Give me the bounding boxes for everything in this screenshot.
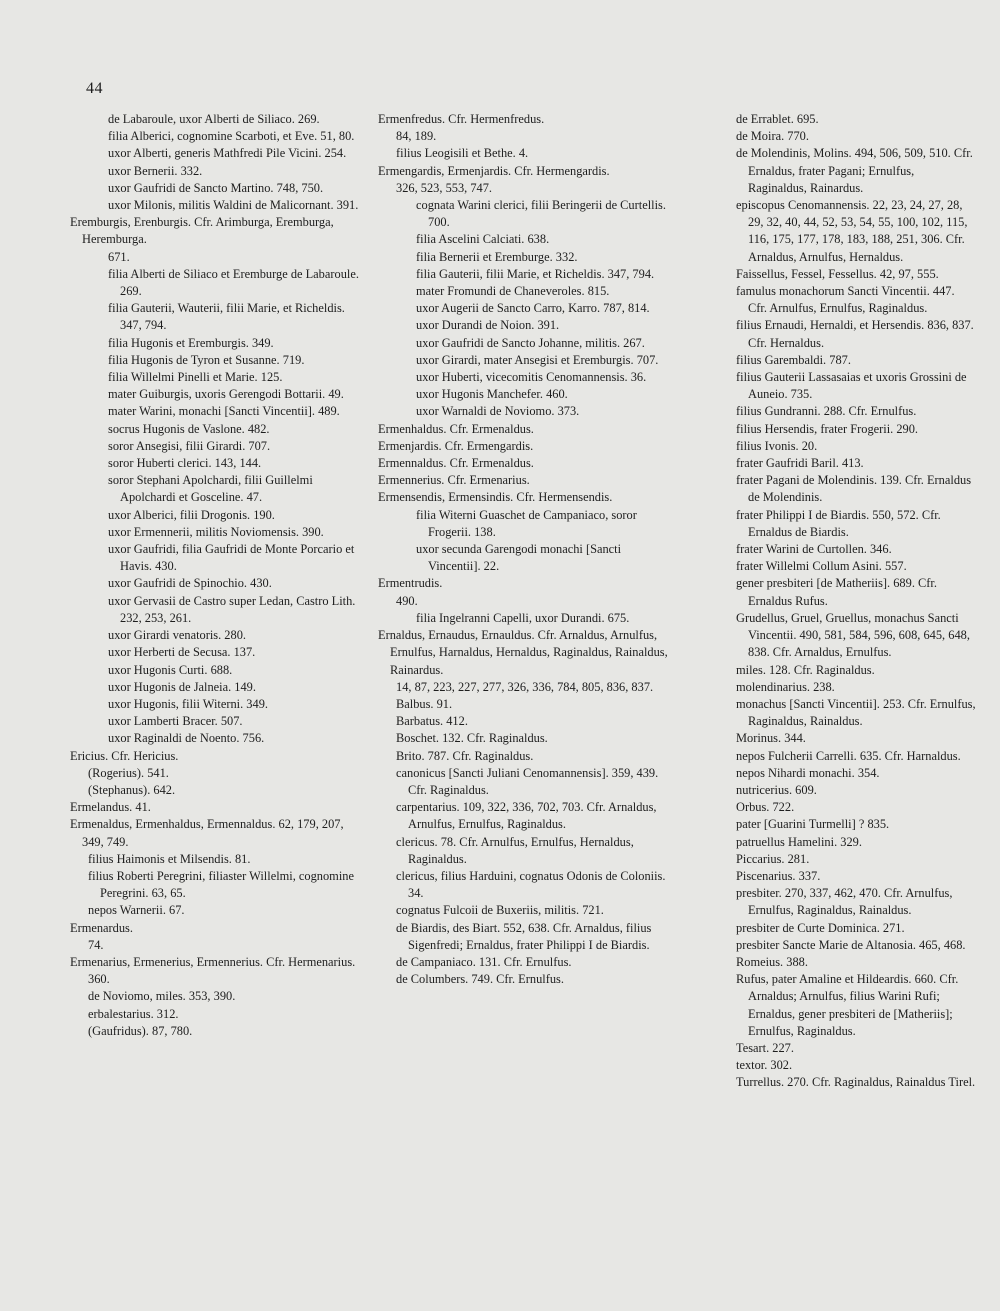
index-subentry: patruellus Hamelini. 329.	[736, 834, 862, 849]
index-subentry: nutricerius. 609.	[736, 782, 817, 797]
index-subentry: clericus. 78. Cfr. Arnulfus, Ernulfus, Hernaldus, Raginaldus.	[396, 834, 634, 866]
index-subentry: mater Guiburgis, uxoris Gerengodi Bottarii. 49.	[108, 387, 344, 402]
page-number: 44	[86, 80, 103, 97]
index-subentry: filia Witerni Guaschet de Campaniaco, soror Frogerii. 138.	[416, 507, 637, 539]
index-subentry: de Noviomo, miles. 353, 390.	[88, 989, 236, 1004]
index-subentry: presbiter. 270, 337, 462, 470. Cfr. Arnulfus, Ernulfus, Raginaldus, Rainaldus.	[736, 886, 953, 918]
index-subentry: filius Ivonis. 20.	[736, 438, 818, 453]
index-subentry: uxor Warnaldi de Noviomo. 373.	[416, 404, 580, 419]
index-subentry: 74.	[88, 937, 104, 952]
index-subentry: Tesart. 227.	[736, 1040, 794, 1055]
index-headword-entry: Ermengardis, Ermenjardis. Cfr. Hermengardis.	[378, 163, 610, 178]
index-subentry: Rufus, pater Amaline et Hildeardis. 660. Cfr. Arnaldus; Arnulfus, filius Warini Rufi; Ernaldus, gener presbiteri de [Matheriis]; Ernulfus, Raginaldus.	[736, 972, 959, 1038]
index-subentry: soror Ansegisi, filii Girardi. 707.	[108, 438, 271, 453]
index-subentry: de Campaniaco. 131. Cfr. Ernulfus.	[396, 954, 572, 969]
index-subentry: presbiter de Curte Dominica. 271.	[736, 920, 905, 935]
index-subentry: de Biardis, des Biart. 552, 638. Cfr. Arnaldus, filius Sigenfredi; Ernaldus, frater Philippi I de Biardis.	[396, 920, 652, 952]
index-subentry: uxor Gervasii de Castro super Ledan, Castro Lith. 232, 253, 261.	[108, 593, 356, 625]
index-headword-entry: Ermenaldus, Ermenhaldus, Ermennaldus. 62, 179, 207, 349, 749.	[70, 817, 344, 849]
index-subentry: canonicus [Sancti Juliani Cenomannensis]. 359, 439. Cfr. Raginaldus.	[396, 765, 659, 797]
index-subentry: clericus, filius Harduini, cognatus Odonis de Coloniis. 34.	[396, 868, 666, 901]
index-subentry: Turrellus. 270. Cfr. Raginaldus, Rainaldus Tirel.	[736, 1075, 976, 1090]
index-subentry: filius Haimonis et Milsendis. 81.	[88, 851, 251, 866]
index-subentry: uxor Hugonis Manchefer. 460.	[416, 387, 568, 402]
index-subentry: episcopus Cenomannensis. 22, 23, 24, 27, 28, 29, 32, 40, 44, 52, 53, 54, 55, 100, 102, 115, 116, 175, 177, 178, 183, 188, 251, 306. Cfr. Arnaldus, Arnulfus, Hernaldus.	[736, 198, 968, 264]
index-subentry: de Molendinis, Molins. 494, 506, 509, 510. Cfr. Ernaldus, frater Pagani; Ernulfus, Raginaldus, Rainardus.	[736, 146, 973, 195]
index-subentry: 360.	[88, 972, 110, 987]
index-subentry: filia Bernerii et Eremburge. 332.	[416, 249, 578, 264]
index-subentry: filia Alberici, cognomine Scarboti, et Eve. 51, 80.	[108, 129, 355, 144]
index-subentry: filius Garembaldi. 787.	[736, 352, 851, 367]
index-subentry: uxor Gaufridi de Spinochio. 430.	[108, 576, 272, 591]
index-column-1	[70, 111, 360, 1040]
index-subentry: uxor Milonis, militis Waldini de Malicornant. 391.	[108, 198, 359, 213]
index-headword-entry: Ermelandus. 41.	[70, 800, 151, 815]
index-subentry: uxor Hugonis Curti. 688.	[108, 662, 233, 677]
index-headword-entry: Ermentrudis.	[378, 576, 443, 591]
index-subentry: 326, 523, 553, 747.	[396, 180, 493, 195]
index-subentry: carpentarius. 109, 322, 336, 702, 703. Cfr. Arnaldus, Arnulfus, Ernulfus, Raginaldus.	[396, 800, 657, 832]
index-subentry: uxor Huberti, vicecomitis Cenomannensis. 36.	[416, 370, 647, 385]
index-subentry: uxor Lamberti Bracer. 507.	[108, 714, 243, 729]
index-headword-entry: Ernaldus, Ernaudus, Ernauldus. Cfr. Arnaldus, Arnulfus, Ernulfus, Harnaldus, Hernaldus, Raginaldus, Rainaldus, Rainardus.	[378, 628, 668, 677]
index-subentry: famulus monachorum Sancti Vincentii. 447. Cfr. Arnulfus, Ernulfus, Raginaldus.	[736, 284, 955, 316]
index-subentry: nepos Warnerii. 67.	[88, 903, 185, 918]
index-headword-entry: Eremburgis, Erenburgis. Cfr. Arimburga, Eremburga, Heremburga.	[70, 215, 334, 247]
index-subentry: uxor Gaufridi de Sancto Johanne, militis. 267.	[416, 335, 645, 350]
index-column-3	[718, 111, 976, 1092]
index-subentry: mater Warini, monachi [Sancti Vincentii]. 489.	[108, 404, 340, 419]
index-subentry: filius Roberti Peregrini, filiaster Willelmi, cognomine Peregrini. 63, 65.	[88, 868, 354, 901]
index-headword-entry: Ermennerius. Cfr. Ermenarius.	[378, 473, 530, 488]
index-subentry: frater Warini de Curtollen. 346.	[736, 542, 892, 557]
index-headword-entry: Ermenfredus. Cfr. Hermenfredus.	[378, 112, 545, 126]
index-subentry: Piscenarius. 337.	[736, 868, 821, 883]
index-subentry: uxor Herberti de Secusa. 137.	[108, 645, 256, 660]
index-subentry: mater Fromundi de Chaneveroles. 815.	[416, 284, 610, 299]
index-subentry: Morinus. 344.	[736, 731, 806, 746]
index-subentry: uxor Hugonis de Jalneia. 149.	[108, 679, 256, 694]
index-subentry: uxor Girardi, mater Ansegisi et Eremburgis. 707.	[416, 352, 659, 367]
index-subentry: Grudellus, Gruel, Gruellus, monachus Sancti Vincentii. 490, 581, 584, 596, 608, 645, 648, 838. Cfr. Arnaldus, Ernulfus.	[736, 610, 970, 660]
index-subentry: uxor Bernerii. 332.	[108, 163, 203, 178]
index-subentry: filia Gauterii, Wauterii, filii Marie, et Richeldis. 347, 794.	[108, 301, 345, 333]
index-subentry: cognata Warini clerici, filii Beringerii de Curtellis. 700.	[416, 198, 666, 230]
index-headword-entry: Ermennaldus. Cfr. Ermenaldus.	[378, 456, 534, 471]
index-subentry: soror Huberti clerici. 143, 144.	[108, 456, 262, 471]
index-subentry: molendinarius. 238.	[736, 679, 835, 694]
index-subentry: filia Ingelranni Capelli, uxor Durandi. 675.	[416, 610, 630, 625]
index-subentry: frater Gaufridi Baril. 413.	[736, 456, 864, 471]
index-subentry: (Stephanus). 642.	[88, 782, 176, 797]
index-column-2	[378, 111, 668, 988]
index-subentry: filia Willelmi Pinelli et Marie. 125.	[108, 370, 283, 385]
index-subentry: Faissellus, Fessel, Fessellus. 42, 97, 555.	[736, 266, 939, 281]
index-subentry: Romeius. 388.	[736, 954, 808, 969]
index-subentry: 671.	[108, 249, 130, 264]
index-subentry: 490.	[396, 593, 418, 608]
index-subentry: miles. 128. Cfr. Raginaldus.	[736, 662, 875, 677]
index-subentry: uxor Gaufridi, filia Gaufridi de Monte Porcario et Havis. 430.	[108, 542, 355, 574]
index-headword-entry: Ermenardus.	[70, 920, 133, 935]
index-subentry: (Rogerius). 541.	[88, 765, 169, 780]
index-subentry: gener presbiteri [de Matheriis]. 689. Cfr. Ernaldus Rufus.	[736, 576, 937, 608]
index-subentry: filius Gauterii Lassasaias et uxoris Grossini de Auneio. 735.	[736, 370, 967, 402]
index-subentry: frater Willelmi Collum Asini. 557.	[736, 559, 907, 574]
index-subentry: monachus [Sancti Vincentii]. 253. Cfr. Ernulfus, Raginaldus, Rainaldus.	[736, 696, 976, 729]
index-headword-entry: Ermenhaldus. Cfr. Ermenaldus.	[378, 421, 534, 436]
index-headword-entry: Ermenarius, Ermenerius, Ermennerius. Cfr. Hermenarius.	[70, 954, 356, 969]
index-subentry: frater Pagani de Molendinis. 139. Cfr. Ernaldus de Molendinis.	[736, 473, 972, 505]
index-headword-entry: Ericius. Cfr. Hericius.	[70, 748, 179, 763]
index-subentry: filia Ascelini Calciati. 638.	[416, 232, 550, 247]
index-subentry: socrus Hugonis de Vaslone. 482.	[108, 421, 270, 436]
index-subentry: uxor Ermennerii, militis Noviomensis. 390.	[108, 524, 324, 539]
index-subentry: Orbus. 722.	[736, 800, 795, 815]
index-subentry: Balbus. 91.	[396, 696, 453, 711]
index-subentry: uxor Girardi venatoris. 280.	[108, 628, 246, 643]
index-subentry: erbalestarius. 312.	[88, 1006, 179, 1021]
index-subentry: uxor Durandi de Noion. 391.	[416, 318, 560, 333]
index-subentry: 14, 87, 223, 227, 277, 326, 336, 784, 805, 836, 837.	[396, 679, 654, 694]
index-subentry: uxor Augerii de Sancto Carro, Karro. 787, 814.	[416, 301, 650, 316]
index-subentry: Boschet. 132. Cfr. Raginaldus.	[396, 731, 548, 746]
index-subentry: nepos Fulcherii Carrelli. 635. Cfr. Harnaldus.	[736, 748, 961, 763]
index-subentry: filia Gauterii, filii Marie, et Richeldis. 347, 794.	[416, 266, 655, 281]
index-subentry: de Moira. 770.	[736, 129, 809, 144]
index-subentry: nepos Nihardi monachi. 354.	[736, 765, 880, 780]
index-subentry: uxor secunda Garengodi monachi [Sancti Vincentii]. 22.	[416, 542, 622, 574]
index-subentry: Piccarius. 281.	[736, 851, 810, 866]
index-subentry: uxor Gaufridi de Sancto Martino. 748, 750.	[108, 180, 324, 195]
index-subentry: filius Gundranni. 288. Cfr. Ernulfus.	[736, 404, 917, 419]
index-subentry: (Gaufridus). 87, 780.	[88, 1023, 193, 1038]
index-subentry: filius Ernaudi, Hernaldi, et Hersendis. 836, 837. Cfr. Hernaldus.	[736, 318, 974, 350]
index-headword-entry: Ermensendis, Ermensindis. Cfr. Hermensendis.	[378, 490, 613, 505]
index-subentry: filia Alberti de Siliaco et Eremburge de Labaroule. 269.	[108, 266, 359, 299]
index-subentry: uxor Hugonis, filii Witerni. 349.	[108, 696, 268, 711]
index-subentry: frater Philippi I de Biardis. 550, 572. Cfr. Ernaldus de Biardis.	[736, 507, 941, 539]
index-subentry: de Labaroule, uxor Alberti de Siliaco. 269.	[108, 112, 320, 126]
index-subentry: filius Leogisili et Bethe. 4.	[396, 146, 529, 161]
index-subentry: de Errablet. 695.	[736, 112, 819, 126]
index-subentry: pater [Guarini Turmelli] ? 835.	[736, 817, 890, 832]
index-subentry: filia Hugonis de Tyron et Susanne. 719.	[108, 352, 305, 367]
index-subentry: Brito. 787. Cfr. Raginaldus.	[396, 748, 534, 763]
index-subentry: Barbatus. 412.	[396, 714, 468, 729]
index-subentry: filius Hersendis, frater Frogerii. 290.	[736, 421, 919, 436]
index-subentry: 84, 189.	[396, 129, 437, 144]
index-subentry: soror Stephani Apolchardi, filii Guillelmi Apolchardi et Gosceline. 47.	[108, 473, 313, 505]
index-subentry: textor. 302.	[736, 1058, 793, 1073]
index-subentry: de Columbers. 749. Cfr. Ernulfus.	[396, 972, 564, 987]
index-subentry: uxor Raginaldi de Noento. 756.	[108, 731, 265, 746]
index-headword-entry: Ermenjardis. Cfr. Ermengardis.	[378, 438, 534, 453]
index-subentry: uxor Alberti, generis Mathfredi Pile Vicini. 254.	[108, 146, 347, 161]
index-subentry: cognatus Fulcoii de Buxeriis, militis. 721.	[396, 903, 604, 918]
index-subentry: uxor Alberici, filii Drogonis. 190.	[108, 507, 275, 522]
index-subentry: filia Hugonis et Eremburgis. 349.	[108, 335, 274, 350]
index-subentry: presbiter Sancte Marie de Altanosia. 465, 468.	[736, 937, 966, 952]
